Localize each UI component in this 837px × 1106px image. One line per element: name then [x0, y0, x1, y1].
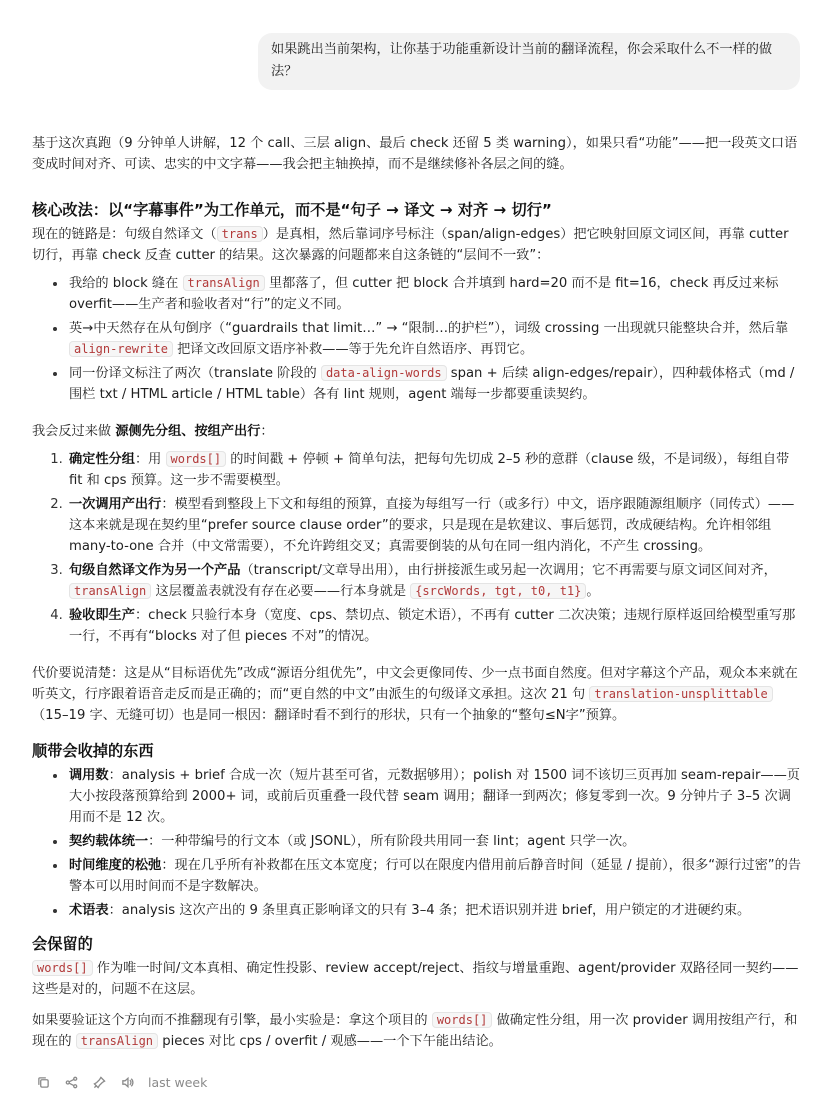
section-heading-cleanup: 顺带会收掉的东西: [32, 742, 154, 760]
inline-code: transAlign: [183, 275, 265, 291]
inline-code: transAlign: [76, 1033, 158, 1049]
issues-list: [32, 273, 804, 405]
list-item: • 同一份译文标注了两次（translate 阶段的 data-align-words span + 后续 align-edges/repair），四种载体格式（md / 围栏 txt / HTML article / HTML table）各有 lint 规则，agent 端每一步都要重读契约。: [67, 363, 804, 405]
current-chain-paragraph: 现在的链路是：句级自然译文（ trans ）是真相，然后靠词序号标注（span/align-edges）把它映射回原文词区间，再靠 cutter 切行，再靠 check 反查 cutter 的结果。这次暴露的问题都来自这条链的“层间不一致”：: [32, 227, 789, 263]
inline-code: words[]: [32, 960, 93, 976]
list-item: • 契约载体统一：一种带编号的行文本（或 JSONL），所有阶段共用同一套 lint；agent 只学一次。: [67, 831, 804, 852]
approach-lead: 我会反过来做 源侧先分组、按组产出行：: [32, 424, 274, 439]
cost-paragraph: 代价要说清楚：这是从“目标语优先”改成“源语分组优先”，中文会更像同传、少一点书面自然度。但对字幕这个产品，观众本来就在听英文，行序跟着语音走反而是正确的；而“更自然的中文”由派生的句级译文承担。这次 21 句 translation-unsplittable（15–19 字、无缝可切）也是同一根因：翻译时看不到行的形状，只有一个抽象的“整句≤N字”预算。: [32, 666, 798, 723]
list-item: • 我给的 block 缝在 transAlign 里都落了，但 cutter 把 block 合并填到 hard=20 而不是 fit=16，check 再反过来标 overfit——生产者和验收者对“行”的定义不同。: [67, 273, 804, 315]
pin-icon[interactable]: [92, 1075, 106, 1089]
list-item: • 英→中天然存在从句倒序（“guardrails that limit…” → “限制…的护栏”），词级 crossing 一出现就只能整块合并，然后靠 align-rewrite 把译文改回原文语序补救——等于先允许自然语序、再罚它。: [67, 318, 804, 360]
inline-code: trans: [217, 226, 263, 242]
user-message-text: 如果跳出当前架构，让你基于功能重新设计当前的翻译流程，你会采取什么不一样的做法？: [271, 42, 773, 79]
list-item: 1. 确定性分组：用 words[] 的时间戳 + 停顿 + 简单句法，把每句先切成 2–5 秒的意群（clause 级，不是词级），每组自带 fit 和 cps 预算。这一步不需要模型。: [67, 449, 804, 491]
inline-code: translation-unsplittable: [589, 686, 772, 702]
timestamp: last week: [148, 1074, 208, 1090]
section-heading-core-change: 核心改法：以“字幕事件”为工作单元，而不是“句子 → 译文 → 对齐 → 切行”: [32, 201, 552, 219]
list-item: • 时间维度的松弛：现在几乎所有补救都在压文本宽度；行可以在限度内借用前后静音时间（延显 / 提前），很多“源行过密”的告警本可以用时间而不是字数解决。: [67, 855, 804, 897]
message-actions-bar: [36, 1072, 207, 1092]
copy-icon[interactable]: [36, 1075, 50, 1089]
assistant-response: [32, 133, 804, 1062]
inline-code: data-align-words: [321, 365, 447, 381]
list-item: 2. 一次调用产出行：模型看到整段上下文和每组的预算，直接为每组写一行（或多行）中文，语序跟随源组顺序（同传式）——这本来就是现在契约里“prefer source clause order”的要求，只是现在是软建议、事后惩罚，改成硬结构。允许相邻组 many-to-one 合并（中文常需要），不允许跨组交叉；真需要倒装的从句在同一组内消化，不产生 crossing。: [67, 494, 804, 557]
inline-code: words[]: [166, 451, 227, 467]
keep-paragraph: words[] 作为唯一时间/文本真相、确定性投影、review accept/reject、指纹与增量重跑、agent/provider 双路径同一契约——这些是对的，问题不在这层。: [32, 961, 799, 997]
list-item: • 术语表：analysis 这次产出的 9 条里真正影响译文的只有 3–4 条；把术语识别并进 brief，用户锁定的才进硬约束。: [67, 900, 804, 921]
inline-code: {srcWords, tgt, t0, t1}: [410, 583, 586, 599]
inline-code: align-rewrite: [69, 341, 173, 357]
intro-paragraph: 基于这次真跑（9 分钟单人讲解，12 个 call、三层 align、最后 check 还留 5 类 warning），如果只看“功能”——把一段英文口语变成时间对齐、可读、忠实的中文字幕——我会把主轴换掉，而不是继续修补各层之间的缝。: [32, 136, 798, 172]
list-item: • 调用数：analysis + brief 合成一次（短片甚至可省，元数据够用）；polish 对 1500 词不该切三页再加 seam-repair——页大小按段落预算给到 2000+ 词，或前后页重叠一段代替 seam 调用；翻译一到两次；修复零到一次。9 分钟片子 3–5 次调用而不是 12 次。: [67, 765, 804, 828]
speaker-icon[interactable]: [120, 1075, 134, 1089]
cleanup-list: [32, 765, 804, 921]
branch-icon[interactable]: [64, 1075, 78, 1089]
approach-steps-list: [32, 449, 804, 647]
inline-code: transAlign: [69, 583, 151, 599]
section-heading-keep: 会保留的: [32, 935, 93, 953]
inline-code: words[]: [432, 1012, 493, 1028]
list-item: 4. 验收即生产：check 只验行本身（宽度、cps、禁切点、锁定术语），不再有 cutter 二次决策；违规行原样返回给模型重写那一行，不再有“blocks 对了但 pieces 不对”的情况。: [67, 605, 804, 647]
list-item: 3. 句级自然译文作为另一个产品（transcript/文章导出用），由行拼接派生或另起一次调用；它不再需要与原文词区间对齐，transAlign 这层覆盖表就没有存在必要——行本身就是 {srcWords, tgt, t0, t1} 。: [67, 560, 804, 602]
user-message-bubble: [258, 33, 800, 90]
experiment-paragraph: 如果要验证这个方向而不推翻现有引擎，最小实验是：拿这个项目的 words[] 做确定性分组，用一次 provider 调用按组产行，和现在的 transAlign pieces 对比 cps / overfit / 观感——一个下午能出结论。: [32, 1013, 798, 1049]
